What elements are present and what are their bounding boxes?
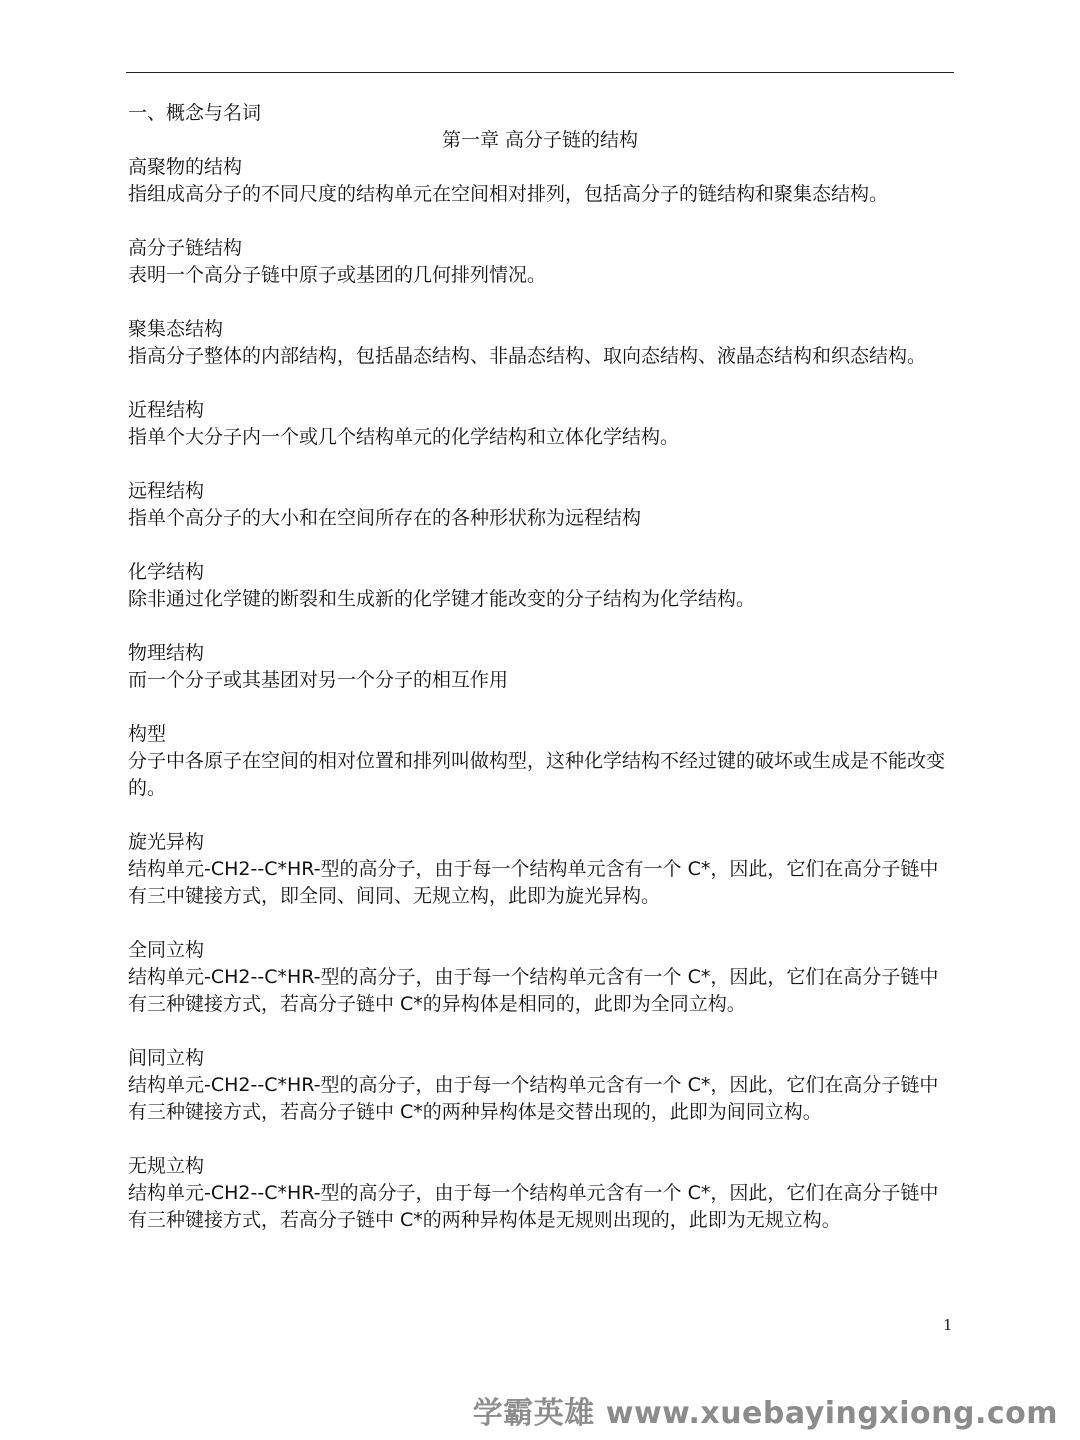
entry-term: 无规立构 [128, 1155, 205, 1177]
entry-definition: 结构单元-CH2--C*HR-型的高分子，由于每一个结构单元含有一个 C*，因此，它们在高分子链中有三种键接方式，若高分子链中 C*的两种异构体是交替出现的，此即为间同立构。 [128, 1074, 939, 1123]
entry-term: 远程结构 [128, 480, 205, 502]
entry-definition: 分子中各原子在空间的相对位置和排列叫做构型，这种化学结构不经过键的破坏或生成是不能改变的。 [128, 750, 946, 799]
entry-term: 高分子链结构 [128, 237, 243, 259]
entry-optical-isomerism [128, 829, 952, 910]
entry-definition: 结构单元-CH2--C*HR-型的高分子，由于每一个结构单元含有一个 C*，因此，它们在高分子链中有三中键接方式，即全同、间同、无规立构，此即为旋光异构。 [128, 858, 939, 907]
entry-term: 构型 [128, 723, 167, 745]
entry-definition: 除非通过化学键的断裂和生成新的化学键才能改变的分子结构为化学结构。 [128, 588, 756, 610]
site-watermark: 学霸英雄 www.xuebayingxiong.com [472, 1396, 1058, 1431]
entry-term: 间同立构 [128, 1047, 205, 1069]
entry-term: 高聚物的结构 [128, 156, 243, 178]
entry-isotactic [128, 937, 952, 1018]
entry-term: 聚集态结构 [128, 318, 224, 340]
entry-definition: 而一个分子或其基团对另一个分子的相互作用 [128, 669, 509, 691]
entry-definition: 指高分子整体的内部结构，包括晶态结构、非晶态结构、取向态结构、液晶态结构和织态结构。 [128, 345, 927, 367]
entry-term: 化学结构 [128, 561, 205, 583]
entry-chain-structure [128, 235, 952, 289]
chapter-title: 第一章 高分子链的结构 [441, 129, 639, 151]
entry-definition: 指组成高分子的不同尺度的结构单元在空间相对排列，包括高分子的链结构和聚集态结构。 [128, 183, 889, 205]
entry-short-range-structure [128, 397, 952, 451]
entry-definition: 指单个高分子的大小和在空间所存在的各种形状称为远程结构 [128, 507, 642, 529]
entry-definition: 指单个大分子内一个或几个结构单元的化学结构和立体化学结构。 [128, 426, 680, 448]
entry-term: 近程结构 [128, 399, 205, 421]
entry-definition: 表明一个高分子链中原子或基团的几何排列情况。 [128, 264, 547, 286]
entry-definition: 结构单元-CH2--C*HR-型的高分子，由于每一个结构单元含有一个 C*，因此，它们在高分子链中有三种键接方式，若高分子链中 C*的异构体是相同的，此即为全同立构。 [128, 966, 939, 1015]
page-number: 1 [943, 1316, 953, 1334]
entry-term: 全同立构 [128, 939, 205, 961]
header-rule [126, 72, 954, 73]
entry-chemical-structure [128, 559, 952, 613]
entry-term: 物理结构 [128, 642, 205, 664]
section-heading: 一、概念与名词 [128, 102, 262, 124]
entry-physical-structure [128, 640, 952, 694]
entry-atactic [128, 1153, 952, 1234]
entry-polymer-structure [128, 154, 952, 208]
entry-configuration [128, 721, 952, 802]
entry-aggregate-structure [128, 316, 952, 370]
entry-syndiotactic [128, 1045, 952, 1126]
entry-term: 旋光异构 [128, 831, 205, 853]
entry-definition: 结构单元-CH2--C*HR-型的高分子，由于每一个结构单元含有一个 C*，因此，它们在高分子链中有三种键接方式，若高分子链中 C*的两种异构体是无规则出现的，此即为无规立构。 [128, 1182, 939, 1231]
document-body [128, 100, 952, 1261]
entry-long-range-structure [128, 478, 952, 532]
